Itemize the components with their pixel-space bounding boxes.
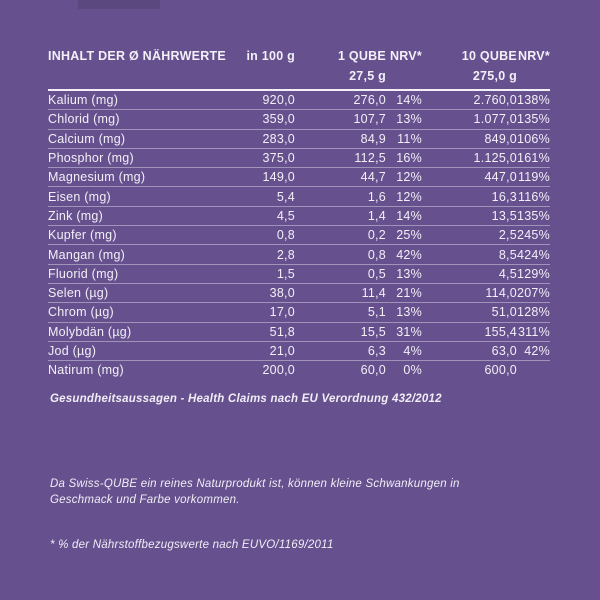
cell-per100g-value: 920,0 [234, 90, 295, 110]
cell-nutrient-label: Fluorid (mg) [48, 264, 234, 283]
cell-nrv2-value [517, 361, 550, 380]
cell-per100g-value: 5,4 [234, 187, 295, 206]
table-row [48, 148, 550, 167]
table-row [48, 226, 550, 245]
cell-per100g-value: 0,8 [234, 226, 295, 245]
cell-1qube-value: 84,9 [295, 129, 386, 148]
cell-nutrient-label: Kupfer (mg) [48, 226, 234, 245]
cell-nrv1-value: 25% [386, 226, 422, 245]
subheader-row [48, 66, 550, 90]
cell-nutrient-label: Jod (µg) [48, 341, 234, 360]
table-row [48, 341, 550, 360]
cell-1qube-value: 15,5 [295, 322, 386, 341]
cell-1qube-value: 1,4 [295, 206, 386, 225]
cell-1qube-value: 1,6 [295, 187, 386, 206]
cell-nrv2-value: 311% [517, 322, 550, 341]
table-row [48, 283, 550, 302]
natural-product-note: Da Swiss-QUBE ein reines Naturprodukt ist, können kleine Schwankungen in Geschmack und Farbe vorkommen. [50, 478, 460, 506]
table-row [48, 303, 550, 322]
cell-per100g-value: 17,0 [234, 303, 295, 322]
cell-per100g-value: 200,0 [262, 363, 295, 378]
cell-10qube-value: 2.760,0 [422, 90, 517, 110]
cell-10qube-value: 600,0 [484, 363, 517, 378]
cell-per100g-value: 2,8 [234, 245, 295, 264]
cell-nrv2-value: 138% [517, 90, 550, 110]
cell-nrv1-value: 0% [403, 363, 422, 378]
cell-nrv1-value: 11% [386, 129, 422, 148]
table-row [48, 206, 550, 225]
cell-1qube-value: 0,5 [295, 264, 386, 283]
cell-1qube-value: 0,2 [295, 226, 386, 245]
table-header [48, 46, 550, 90]
cell-nutrient-label: Chrom (µg) [48, 303, 234, 322]
cell-nrv1-value: 14% [386, 206, 422, 225]
cell-10qube-value: 1.077,0 [422, 110, 517, 129]
cell-nrv2-value: 42% [517, 341, 550, 360]
cell-nrv2-value: 106% [517, 129, 550, 148]
cell-1qube-value: 112,5 [295, 148, 386, 167]
table-row [48, 168, 550, 187]
cell-nrv2-value: 119% [517, 168, 550, 187]
cell-10qube-value: 13,5 [422, 206, 517, 225]
cell-10qube-value: 447,0 [422, 168, 517, 187]
cell-nrv2-value: 245% [517, 226, 550, 245]
cell-nutrient-label: Calcium (mg) [48, 129, 234, 148]
table-body [48, 90, 550, 379]
cell-10qube-value: 51,0 [422, 303, 517, 322]
cell-1qube-value: 11,4 [295, 283, 386, 302]
cell-nrv1-value: 14% [386, 90, 422, 110]
table-row [48, 322, 550, 341]
cell-1qube-value: 107,7 [295, 110, 386, 129]
cell-nrv1-value: 13% [386, 303, 422, 322]
table-row [48, 90, 550, 110]
cell-nutrient-label: Natirum (mg) [48, 363, 124, 378]
header-nrv-2: NRV* [517, 49, 550, 63]
cell-1qube-value: 276,0 [295, 90, 386, 110]
cell-10qube-value: 4,5 [422, 264, 517, 283]
cell-nrv2-value: 129% [517, 264, 550, 283]
cell-nutrient-label: Mangan (mg) [48, 245, 234, 264]
cell-nrv1-value: 12% [386, 168, 422, 187]
cell-10qube-value: 1.125,0 [422, 148, 517, 167]
nutrition-table [48, 46, 550, 379]
cell-nrv1-value: 16% [386, 148, 422, 167]
table-row [48, 129, 550, 148]
header-10qube: 10 QUBE [461, 49, 517, 63]
cell-per100g-value: 4,5 [234, 206, 295, 225]
cell-per100g-value: 149,0 [234, 168, 295, 187]
cell-nrv2-value: 161% [517, 148, 550, 167]
cell-nrv2-value: 135% [517, 206, 550, 225]
header-label: INHALT DER Ø NÄHRWERTE [48, 49, 226, 63]
cell-nutrient-label: Kalium (mg) [48, 90, 234, 110]
cell-10qube-value: 8,5 [422, 245, 517, 264]
header-nrv-1: NRV* [389, 49, 422, 63]
nrv-reference-note: * % der Nährstoffbezugswerte nach EUVO/1169/2011 [50, 539, 334, 551]
cell-10qube-value: 16,3 [422, 187, 517, 206]
table-row [48, 245, 550, 264]
cell-nutrient-label: Selen (µg) [48, 283, 234, 302]
cell-nrv1-value: 21% [386, 283, 422, 302]
cell-nutrient-label: Molybdän (µg) [48, 322, 234, 341]
header-1qube: 1 QUBE [337, 49, 386, 63]
cell-per100g-value: 283,0 [234, 129, 295, 148]
cell-nrv2-value: 128% [517, 303, 550, 322]
cell-nutrient-label: Chlorid (mg) [48, 110, 234, 129]
cell-10qube-value: 155,4 [422, 322, 517, 341]
cell-10qube-value: 63,0 [422, 341, 517, 360]
cell-1qube-value: 5,1 [295, 303, 386, 322]
cell-per100g-value: 38,0 [234, 283, 295, 302]
top-dark-strip [78, 0, 160, 9]
subheader-empty-100g [234, 66, 295, 90]
cell-nrv2-value: 135% [517, 110, 550, 129]
cell-per100g-value: 359,0 [234, 110, 295, 129]
cell-nrv1-value: 13% [386, 264, 422, 283]
cell-nrv1-value: 13% [386, 110, 422, 129]
subheader-empty-nrv2 [517, 66, 550, 90]
cell-10qube-value: 849,0 [422, 129, 517, 148]
cell-1qube-value: 60,0 [360, 363, 386, 378]
subheader-empty-nrv1 [386, 66, 422, 90]
cell-10qube-value: 2,5 [422, 226, 517, 245]
cell-per100g-value: 1,5 [234, 264, 295, 283]
cell-nutrient-label: Phosphor (mg) [48, 148, 234, 167]
subheader-empty-label [48, 66, 234, 90]
table-row [48, 110, 550, 129]
table-row [48, 361, 550, 380]
table-row [48, 264, 550, 283]
cell-nutrient-label: Zink (mg) [48, 206, 234, 225]
cell-1qube-value: 44,7 [295, 168, 386, 187]
cell-per100g-value: 51,8 [234, 322, 295, 341]
cell-1qube-value: 0,8 [295, 245, 386, 264]
cell-nutrient-label: Eisen (mg) [48, 187, 234, 206]
cell-nrv2-value: 116% [517, 187, 550, 206]
header-per100g: in 100 g [246, 49, 295, 63]
subheader-1qube-weight: 27,5 g [295, 66, 386, 90]
cell-per100g-value: 21,0 [234, 341, 295, 360]
cell-per100g-value: 375,0 [234, 148, 295, 167]
cell-10qube-value: 114,0 [422, 283, 517, 302]
cell-1qube-value: 6,3 [295, 341, 386, 360]
cell-nrv1-value: 31% [386, 322, 422, 341]
cell-nrv1-value: 4% [386, 341, 422, 360]
cell-nrv1-value: 12% [386, 187, 422, 206]
health-claims-note: Gesundheitsaussagen - Health Claims nach EU Verordnung 432/2012 [50, 393, 442, 405]
table-row [48, 187, 550, 206]
cell-nutrient-label: Magnesium (mg) [48, 168, 234, 187]
header-row [48, 46, 550, 66]
subheader-10qube-weight: 275,0 g [422, 66, 517, 90]
cell-nrv2-value: 424% [517, 245, 550, 264]
cell-nrv2-value: 207% [517, 283, 550, 302]
cell-nrv1-value: 42% [386, 245, 422, 264]
